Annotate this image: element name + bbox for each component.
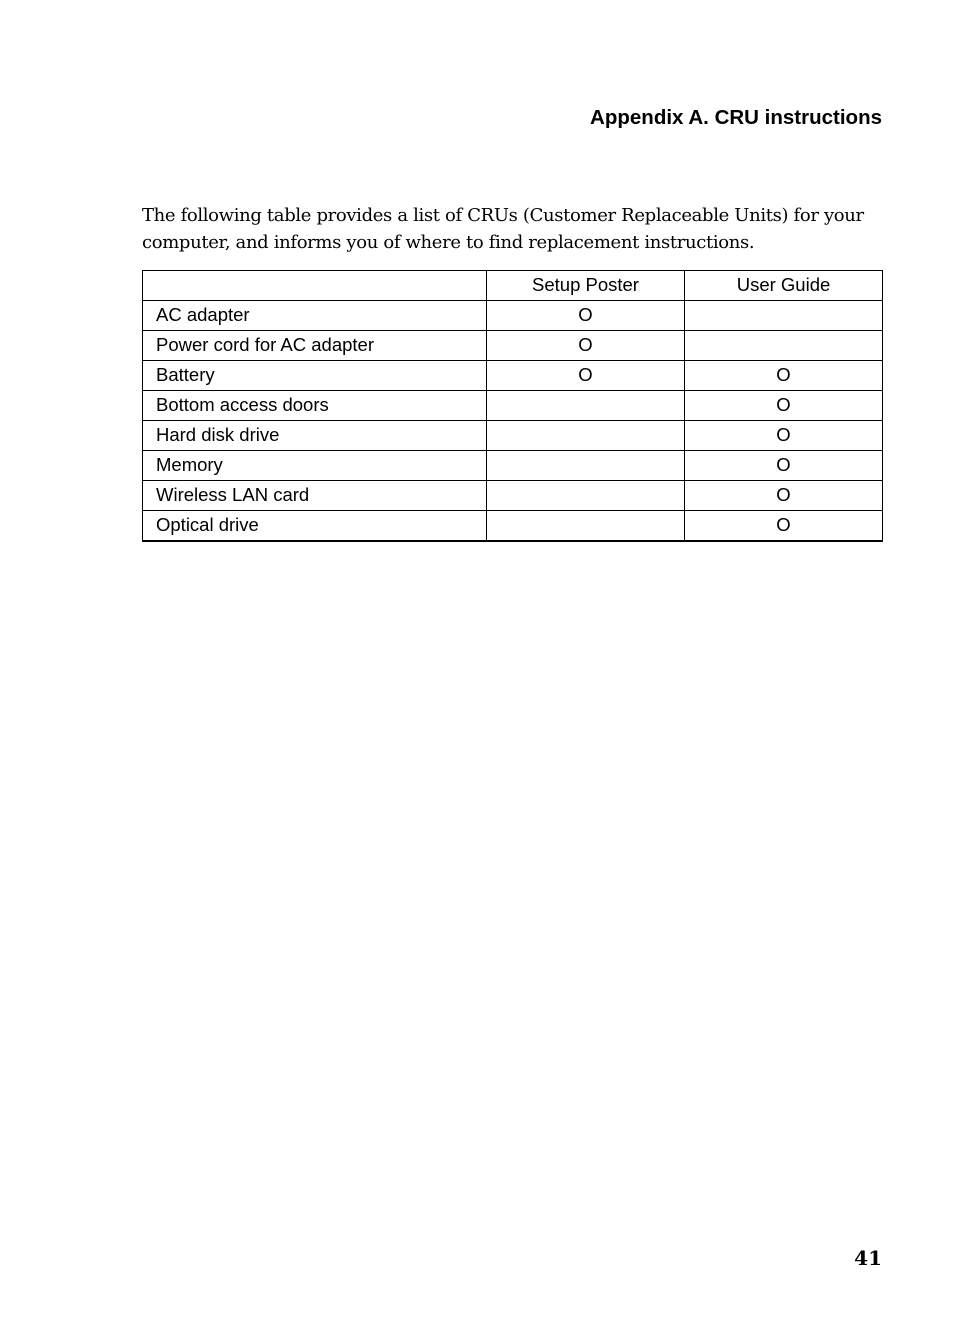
table-row [143,391,883,421]
cell-setup-poster [487,391,685,421]
cell-user-guide: O [685,511,883,542]
cell-setup-poster [487,421,685,451]
cell-setup-poster [487,481,685,511]
cell-setup-poster [487,451,685,481]
cell-item: Optical drive [143,511,487,542]
cell-user-guide [685,301,883,331]
table-row [143,451,883,481]
table-row [143,331,883,361]
cell-item: Hard disk drive [143,421,487,451]
cell-user-guide [685,331,883,361]
cell-item: AC adapter [143,301,487,331]
cell-item: Bottom access doors [143,391,487,421]
cell-item: Memory [143,451,487,481]
table-row [143,361,883,391]
table-row [143,421,883,451]
cell-setup-poster: O [487,361,685,391]
page-header-title: Appendix A. CRU instructions [590,106,882,129]
column-header-user-guide: User Guide [685,271,883,301]
cell-item: Battery [143,361,487,391]
cell-user-guide: O [685,361,883,391]
column-header-setup-poster: Setup Poster [487,271,685,301]
cell-user-guide: O [685,421,883,451]
cell-setup-poster: O [487,331,685,361]
cell-user-guide: O [685,391,883,421]
intro-paragraph: The following table provides a list of CRUs (Customer Replaceable Units) for your computer, and informs you of where to find replacement instructions. [142,205,864,253]
page-number: 41 [854,1246,882,1270]
cell-setup-poster [487,511,685,542]
cell-setup-poster: O [487,301,685,331]
table-row [143,481,883,511]
cell-user-guide: O [685,481,883,511]
cell-item: Power cord for AC adapter [143,331,487,361]
column-header-item [143,271,487,301]
cell-item: Wireless LAN card [143,481,487,511]
cru-table [142,270,883,542]
table-header-row [143,271,883,301]
table-row [143,301,883,331]
table-row [143,511,883,542]
cell-user-guide: O [685,451,883,481]
